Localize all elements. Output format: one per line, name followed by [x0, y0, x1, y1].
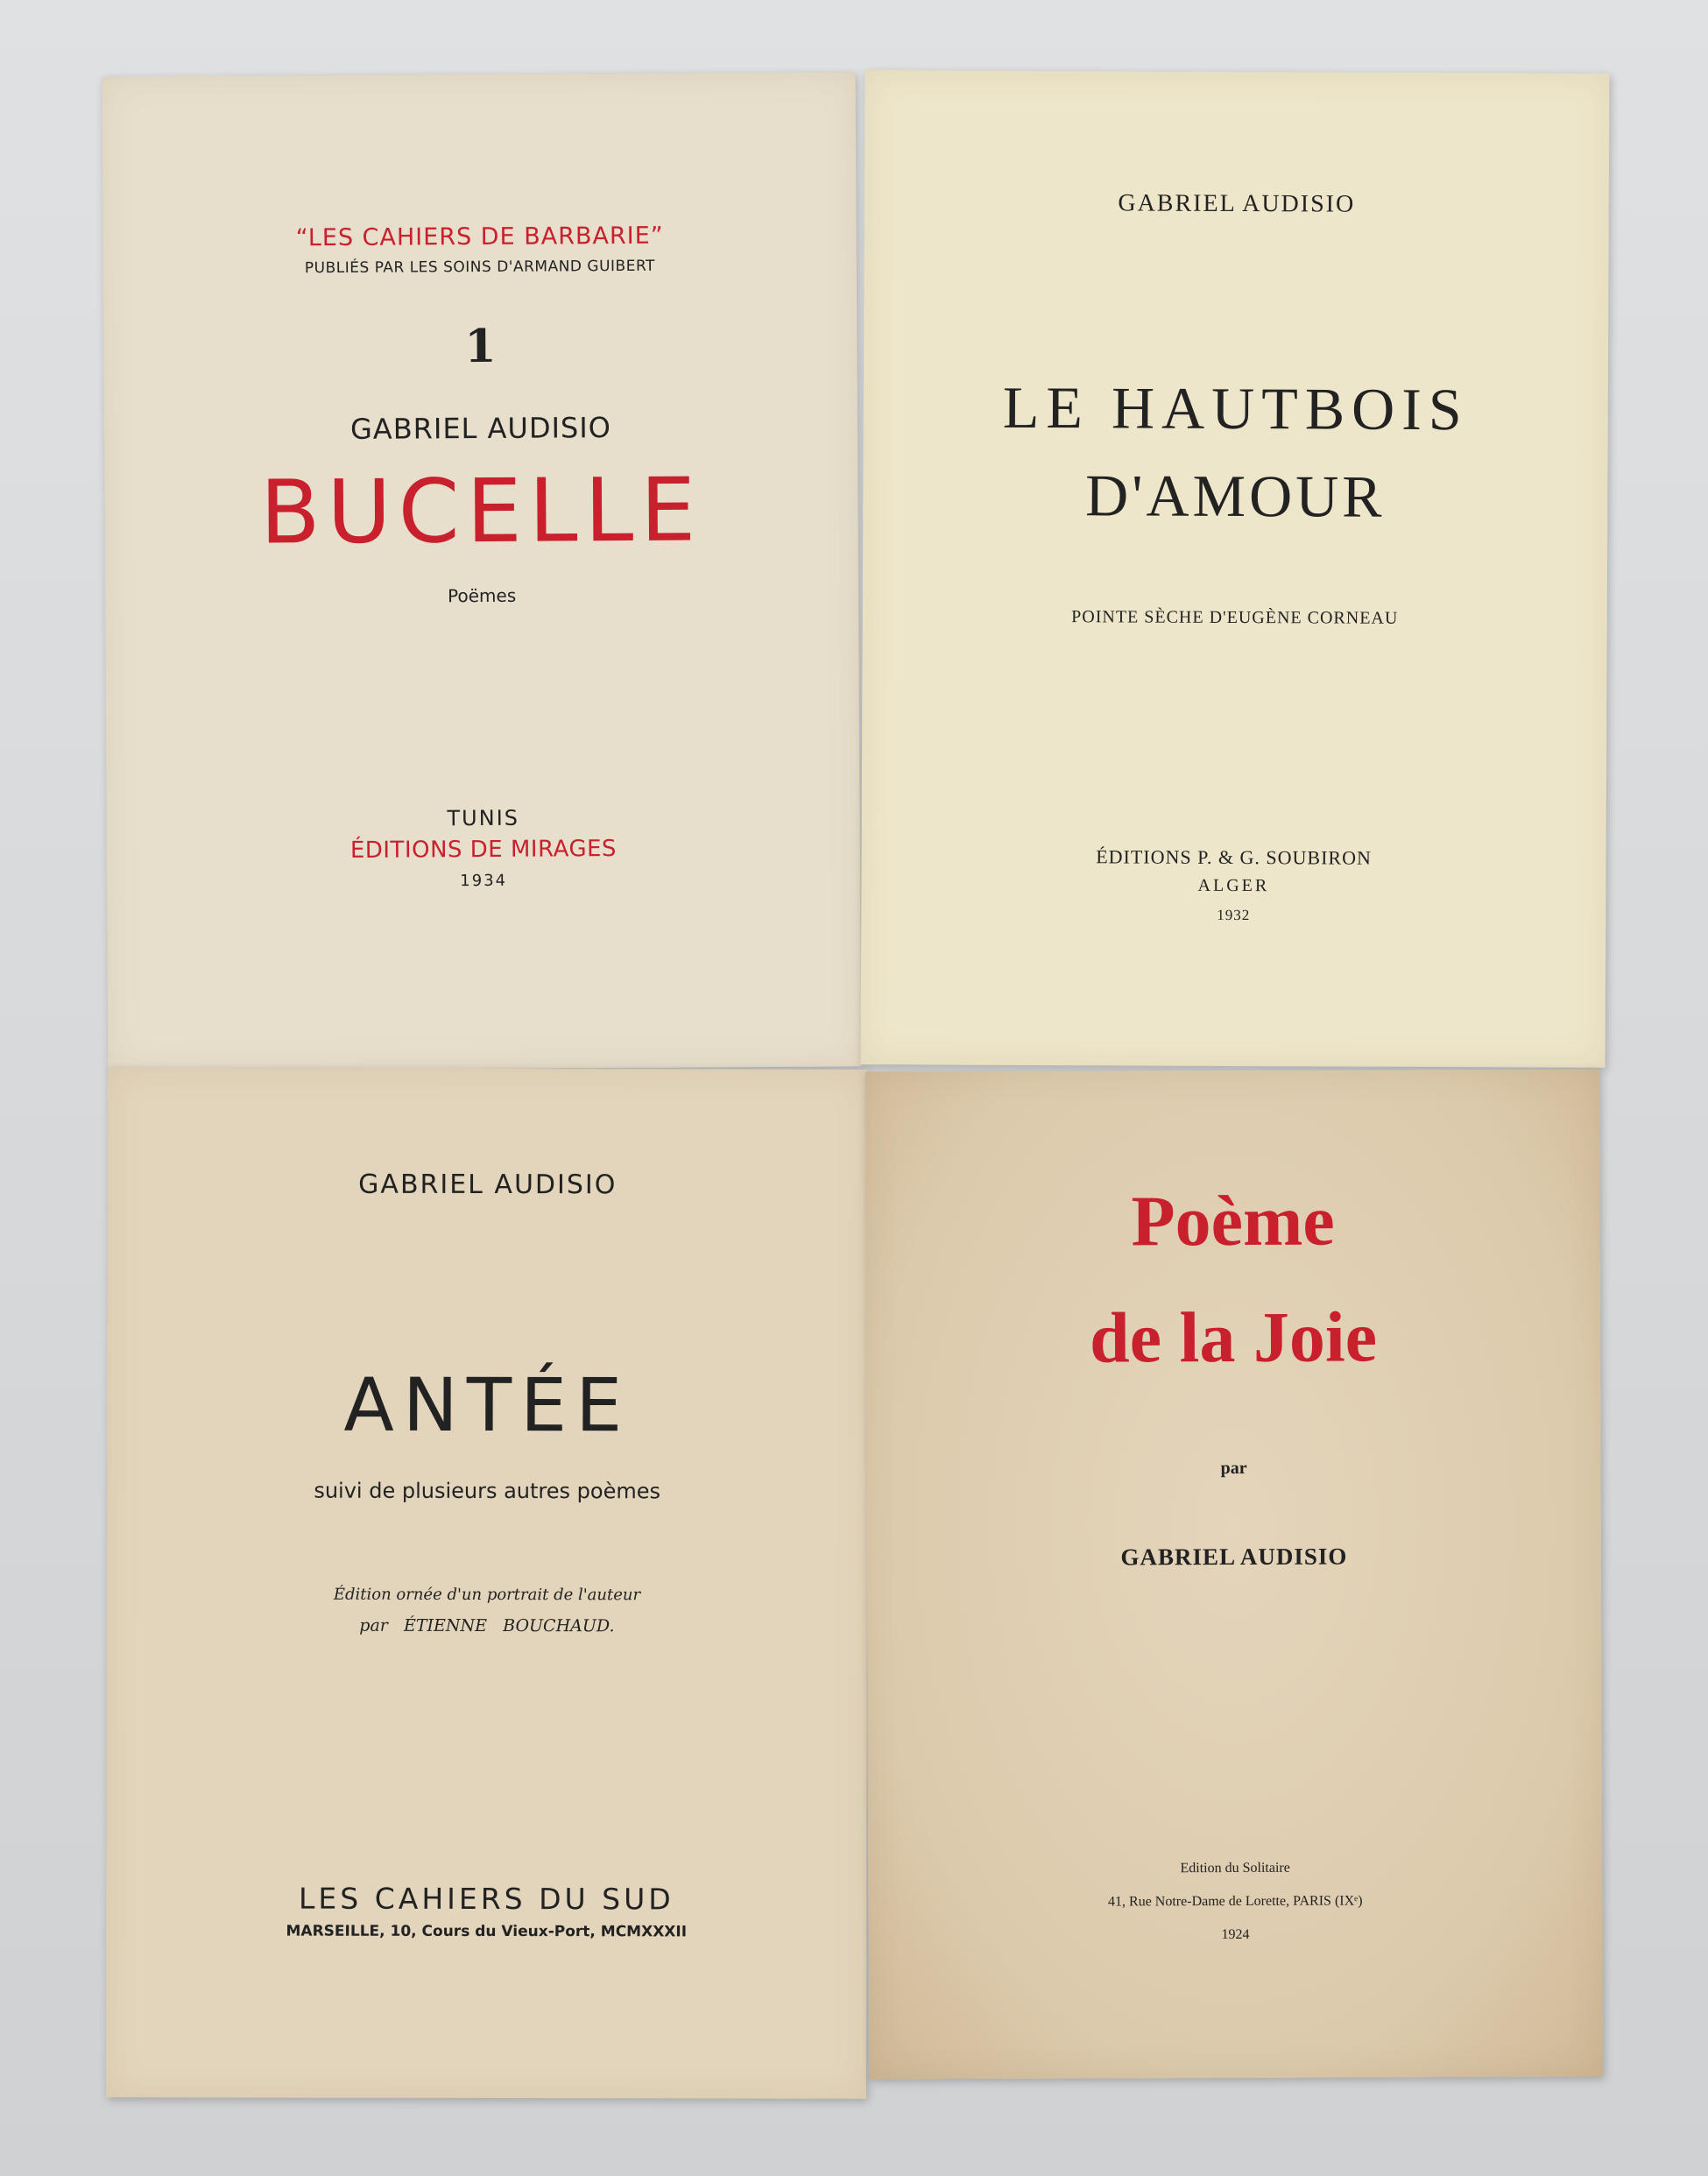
book-title-line2: de la Joie — [1089, 1296, 1378, 1378]
publisher-name: LES CAHIERS DU SUD — [299, 1881, 674, 1917]
series-title: “LES CAHIERS DE BARBARIE” — [295, 222, 664, 252]
cover-joie — [865, 1070, 1603, 2080]
author-name: GABRIEL AUDISIO — [1120, 1543, 1348, 1571]
edition-note-line2: par ÉTIENNE BOUCHAUD. — [359, 1615, 615, 1636]
publisher-city: ALGER — [1197, 875, 1270, 896]
author-name: GABRIEL AUDISIO — [349, 411, 612, 446]
publication-year: 1934 — [460, 871, 508, 891]
cover-antee — [106, 1068, 868, 2099]
publication-year: 1932 — [1217, 906, 1251, 924]
book-subtitle: Poëmes — [448, 584, 517, 607]
publisher-address: 41, Rue Notre-Dame de Lorette, PARIS (IXᵉ) — [1107, 1893, 1363, 1910]
book-title-line1: LE HAUTBOIS — [1002, 373, 1469, 443]
cover-hautbois — [861, 70, 1610, 1068]
publisher-name: ÉDITIONS DE MIRAGES — [349, 836, 618, 864]
series-note: PUBLIÉS PAR LES SOINS D'ARMAND GUIBERT — [304, 257, 655, 278]
illustration-credit: POINTE SÈCHE D'EUGÈNE CORNEAU — [1071, 607, 1399, 628]
publisher-name: Edition du Solitaire — [1180, 1860, 1290, 1876]
edition-note-line1: Édition ornée d'un portrait de l'auteur — [333, 1585, 641, 1605]
publisher-city: TUNIS — [447, 805, 520, 831]
book-title: ANTÉE — [343, 1361, 632, 1449]
publisher-address: MARSEILLE, 10, Cours du Vieux-Port, MCMXXXII — [286, 1922, 688, 1941]
by-label: par — [1220, 1458, 1247, 1479]
book-title-line2: D'AMOUR — [1084, 462, 1386, 530]
author-name: GABRIEL AUDISIO — [358, 1169, 618, 1201]
author-name: GABRIEL AUDISIO — [1118, 189, 1356, 218]
book-title-line1: Poème — [1131, 1180, 1335, 1261]
cover-bucelle — [102, 72, 862, 1070]
book-subtitle: suivi de plusieurs autres poèmes — [314, 1478, 661, 1504]
publication-year: 1924 — [1221, 1926, 1250, 1943]
book-title: BUCELLE — [259, 458, 703, 564]
volume-number: 1 — [464, 319, 497, 374]
publisher-name: ÉDITIONS P. & G. SOUBIRON — [1096, 845, 1372, 869]
